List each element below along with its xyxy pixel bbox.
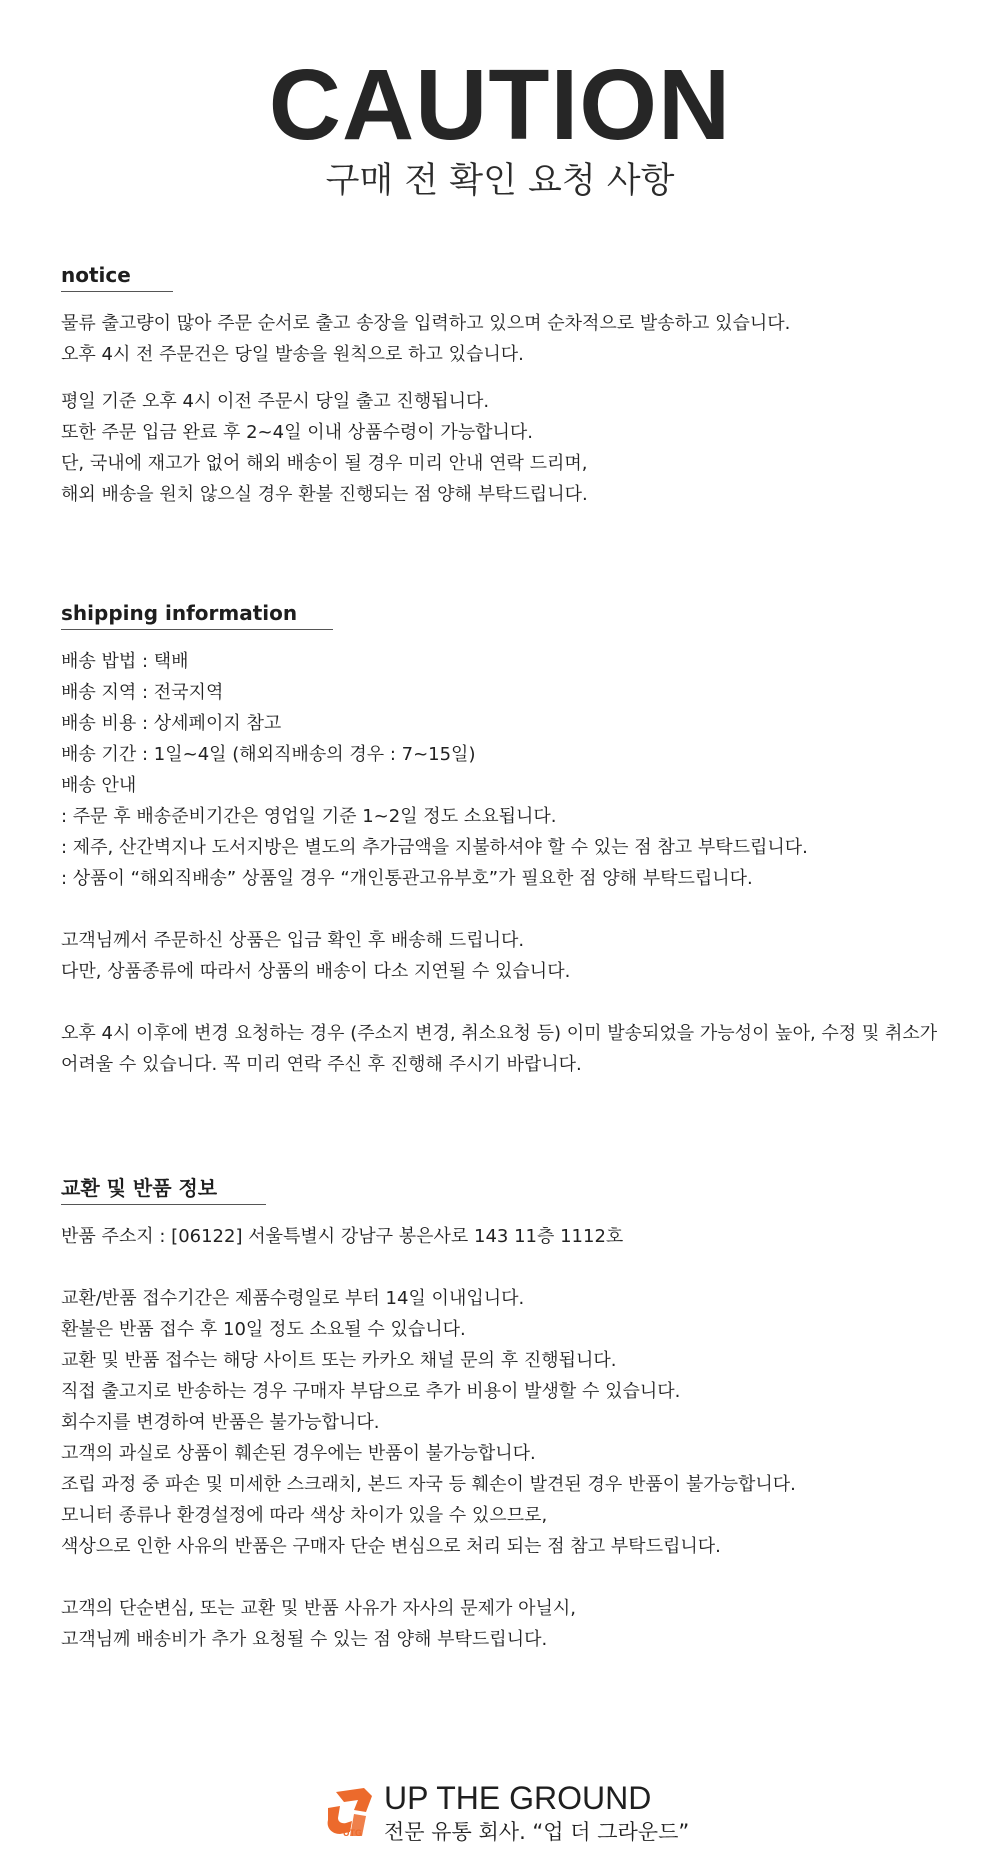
- notice-line: 물류 출고량이 많아 주문 순서로 출고 송장을 입력하고 있으며 순차적으로 발송하고 있습니다.: [61, 313, 791, 334]
- shipping-line: 배송 비용 : 상세페이지 참고: [61, 713, 282, 734]
- returns-line: 색상으로 인한 사유의 반품은 구매자 단순 변심으로 처리 되는 점 참고 부탁드립니다.: [61, 1536, 721, 1557]
- shipping-line: 다만, 상품종류에 따라서 상품의 배송이 다소 지연될 수 있습니다.: [61, 961, 571, 982]
- notice-title: notice: [61, 263, 131, 287]
- shipping-section: [61, 600, 961, 1080]
- svg-text:UTG: UTG: [343, 1828, 362, 1838]
- notice-section: [61, 262, 961, 510]
- returns-line: 회수지를 변경하여 반품은 불가능합니다.: [61, 1412, 380, 1433]
- brand-name: UP THE GROUND: [384, 1780, 652, 1816]
- shipping-line: 고객님께서 주문하신 상품은 입금 확인 후 배송해 드립니다.: [61, 930, 525, 951]
- notice-line: 해외 배송을 원치 않으실 경우 환불 진행되는 점 양해 부탁드립니다.: [61, 484, 588, 505]
- shipping-line: 배송 기간 : 1일~4일 (해외직배송의 경우 : 7~15일): [61, 744, 476, 765]
- return-address: 반품 주소지 : [06122] 서울특별시 강남구 봉은사로 143 11층 1112호: [61, 1226, 624, 1247]
- shipping-line: 배송 안내: [61, 775, 137, 796]
- shipping-title: shipping information: [61, 601, 298, 625]
- notice-line: 오후 4시 전 주문건은 당일 발송을 원칙으로 하고 있습니다.: [61, 344, 524, 365]
- returns-line: 조립 과정 중 파손 및 미세한 스크래치, 본드 자국 등 훼손이 발견된 경우 반품이 불가능합니다.: [61, 1474, 796, 1495]
- brand-tagline: 전문 유통 회사. “업 더 그라운드”: [384, 1820, 690, 1844]
- page-title: CAUTION: [268, 49, 732, 161]
- shipping-line: : 주문 후 배송준비기간은 영업일 기준 1~2일 정도 소요됩니다.: [61, 806, 557, 827]
- returns-line: 직접 출고지로 반송하는 경우 구매자 부담으로 추가 비용이 발생할 수 있습니다.: [61, 1381, 681, 1402]
- returns-line: 교환 및 반품 접수는 해당 사이트 또는 카카오 채널 문의 후 진행됩니다.: [61, 1350, 617, 1371]
- returns-line: 교환/반품 접수기간은 제품수령일로 부터 14일 이내입니다.: [61, 1288, 525, 1309]
- notice-line: 단, 국내에 재고가 없어 해외 배송이 될 경우 미리 안내 연락 드리며,: [61, 453, 588, 474]
- notice-line: 평일 기준 오후 4시 이전 주문시 당일 출고 진행됩니다.: [61, 391, 490, 412]
- page-header: [0, 49, 1000, 203]
- shipping-line: 오후 4시 이후에 변경 요청하는 경우 (주소지 변경, 취소요청 등) 이미 발송되었을 가능성이 높아, 수정 및 취소가: [61, 1023, 938, 1044]
- shipping-line: 배송 밥법 : 택배: [61, 651, 189, 672]
- returns-line: 고객의 과실로 상품이 훼손된 경우에는 반품이 불가능합니다.: [61, 1443, 536, 1464]
- utg-logo-icon: [326, 1786, 374, 1838]
- shipping-line: : 상품이 “해외직배송” 상품일 경우 “개인통관고유부호”가 필요한 점 양해 부탁드립니다.: [61, 868, 753, 889]
- page-subtitle: 구매 전 확인 요청 사항: [325, 161, 675, 201]
- returns-line: 모니터 종류나 환경설정에 따라 색상 차이가 있을 수 있으므로,: [61, 1505, 548, 1526]
- notice-line: 또한 주문 입금 완료 후 2~4일 이내 상품수령이 가능합니다.: [61, 422, 534, 443]
- returns-line: 환불은 반품 접수 후 10일 정도 소요될 수 있습니다.: [61, 1319, 466, 1340]
- returns-section: [61, 1175, 961, 1655]
- returns-line: 고객님께 배송비가 추가 요청될 수 있는 점 양해 부탁드립니다.: [61, 1629, 548, 1650]
- shipping-underline: [61, 629, 333, 630]
- shipping-line: 어려울 수 있습니다. 꼭 미리 연락 주신 후 진행해 주시기 바랍니다.: [61, 1054, 582, 1075]
- returns-title: 교환 및 반품 정보: [61, 1176, 218, 1200]
- shipping-line: : 제주, 산간벽지나 도서지방은 별도의 추가금액을 지불하셔야 할 수 있는 점 참고 부탁드립니다.: [61, 837, 808, 858]
- shipping-line: 배송 지역 : 전국지역: [61, 682, 224, 703]
- footer-brand: [326, 1780, 786, 1850]
- returns-underline: [61, 1204, 266, 1205]
- notice-underline: [61, 291, 173, 292]
- returns-line: 고객의 단순변심, 또는 교환 및 반품 사유가 자사의 문제가 아닐시,: [61, 1598, 577, 1619]
